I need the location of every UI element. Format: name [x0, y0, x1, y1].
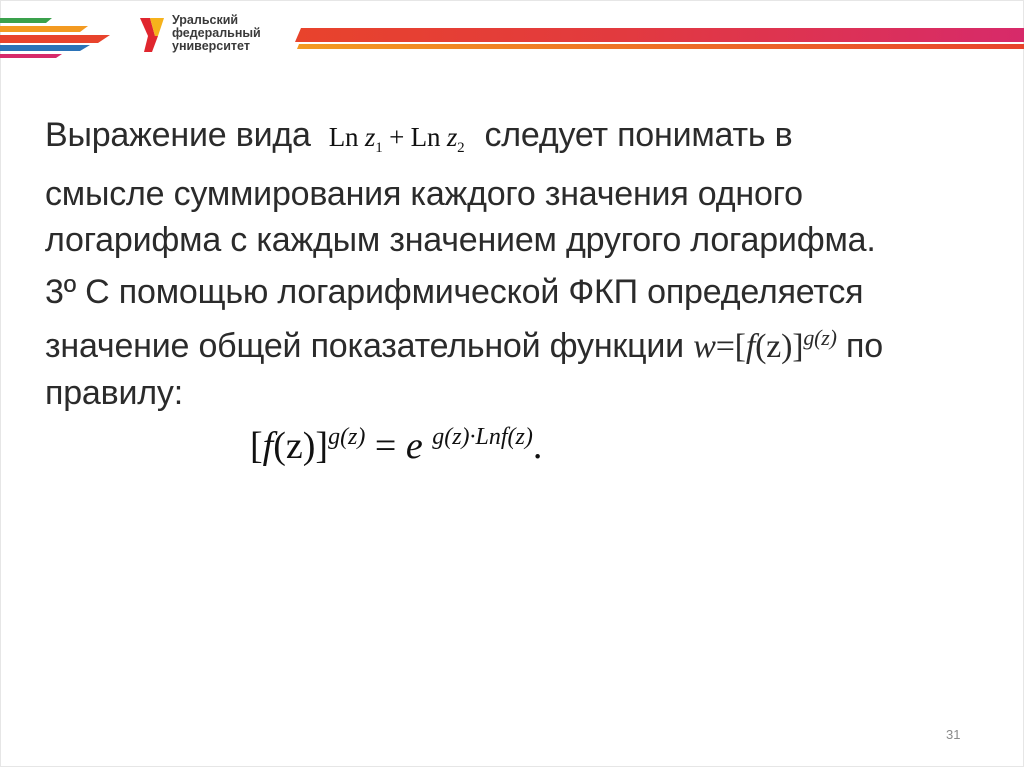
formula-lhs-exponent: g(z)	[328, 424, 366, 450]
p2-line-2-prefix: значение общей показательной функции	[45, 327, 684, 365]
formula-z: (z)]	[273, 425, 329, 467]
paragraph-2	[45, 269, 995, 416]
p1-text-before: Выражение вида	[45, 116, 311, 154]
header-gradient-bar	[295, 26, 1024, 54]
plus-sign: +	[389, 122, 405, 152]
formula-open-bracket: [	[250, 425, 263, 467]
logo-line-1: Уральский	[172, 13, 239, 27]
ln-2: Ln	[410, 122, 441, 152]
display-formula	[250, 424, 542, 468]
ln-1: Ln	[328, 122, 359, 152]
formula-end: .	[532, 425, 543, 467]
formula-rhs-exponent: g(z)·Lnf(z)	[432, 424, 533, 450]
sub-2: 2	[457, 140, 465, 156]
page-number: 31	[946, 727, 961, 742]
f-var: f	[745, 328, 756, 365]
exponent-gz: g(z)	[803, 325, 837, 350]
z-2: z	[446, 122, 458, 152]
p2-line-1: 3º С помощью логарифмической ФКП определяется	[45, 273, 864, 311]
eq-bracket: =[	[715, 328, 746, 365]
w-var: w	[693, 328, 716, 365]
formula-equals: =	[365, 425, 406, 467]
z-1: z	[364, 122, 376, 152]
z-paren: (z)]	[755, 328, 804, 365]
p1-line-3: логарифма с каждым значением другого логарифма.	[45, 221, 876, 259]
p1-text-after: следует понимать в	[484, 116, 793, 154]
sub-1: 1	[375, 140, 383, 156]
p1-line-2: смысле суммирования каждого значения одного	[45, 175, 803, 213]
slide-body	[45, 112, 995, 416]
paragraph-1	[45, 112, 995, 263]
formula-f: f	[262, 425, 274, 467]
decorative-stripes	[0, 0, 140, 70]
logo-line-2: федеральный	[172, 26, 261, 40]
p2-line-3: правилу:	[45, 374, 183, 412]
p2-line-2-suffix: по	[846, 327, 883, 365]
urfu-logo-icon	[138, 14, 170, 54]
slide-header	[0, 0, 1024, 70]
inline-formula-ln-sum	[311, 122, 485, 156]
university-name	[172, 14, 261, 53]
logo-line-3: университет	[172, 39, 250, 53]
formula-e: e	[405, 425, 423, 467]
